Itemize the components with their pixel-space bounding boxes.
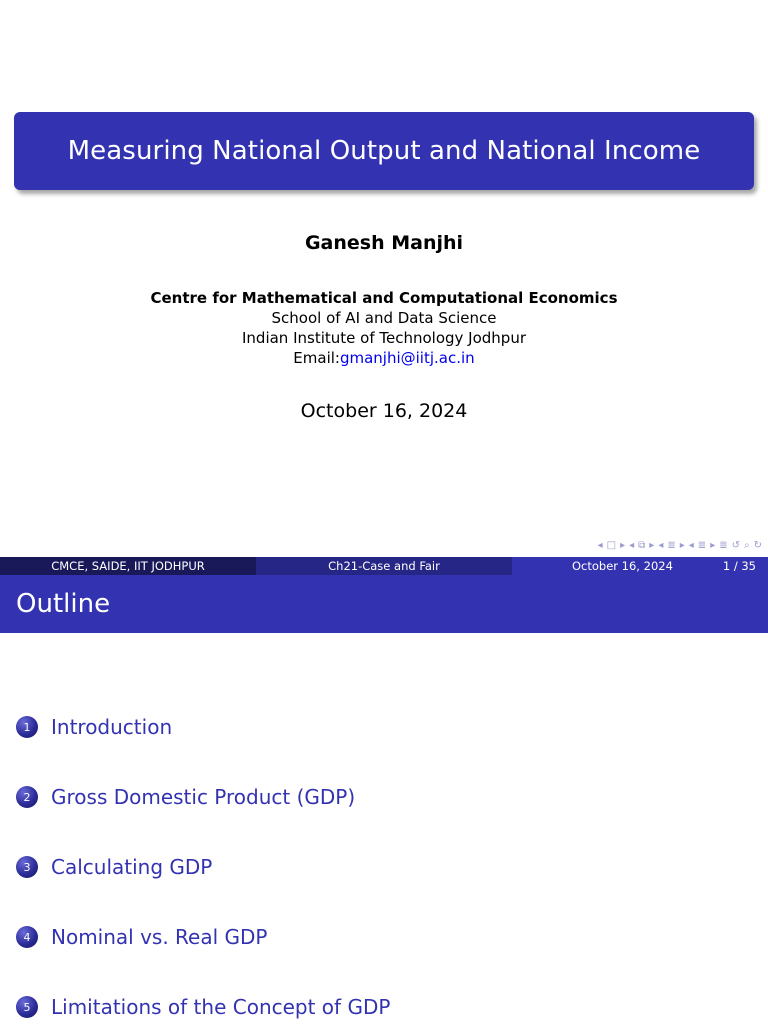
nav-next-icon[interactable]: ▸ (620, 539, 626, 551)
toc-item[interactable] (16, 995, 390, 1019)
frame-title-bar (0, 575, 768, 633)
nav-frame-icon[interactable]: □ (606, 539, 617, 551)
toc-item[interactable] (16, 715, 172, 739)
nav-prev-icon[interactable]: ◂ (597, 539, 603, 551)
footer-date: October 16, 2024 (572, 559, 673, 573)
footer-right (512, 557, 768, 575)
nav-appendix-icon[interactable]: ≣ (719, 539, 728, 551)
nav-document-icon[interactable]: ≣ (697, 539, 707, 551)
institute-name: Indian Institute of Technology Jodhpur (242, 329, 526, 347)
toc-number-ball: 3 (16, 856, 38, 878)
school-name: School of AI and Data Science (271, 309, 497, 327)
toc-item[interactable] (16, 855, 212, 879)
nav-prev-icon[interactable]: ◂ (688, 539, 694, 551)
toc-number-ball: 4 (16, 926, 38, 948)
slide-footer (0, 557, 768, 575)
nav-section-icon[interactable]: ≣ (667, 539, 676, 551)
presentation-title: Measuring National Output and National Income (67, 136, 701, 166)
toc-item[interactable] (16, 925, 267, 949)
toc-link-nominal-vs-real[interactable]: Nominal vs. Real GDP (51, 925, 268, 949)
author-name: Ganesh Manjhi (304, 232, 464, 254)
email-line (0, 348, 768, 368)
nav-next-icon[interactable]: ▸ (710, 539, 716, 551)
email-label: Email: (293, 349, 340, 367)
footer-course: Ch21-Case and Fair (256, 557, 512, 575)
toc-link-introduction[interactable]: Introduction (51, 715, 173, 739)
nav-forward-icon[interactable]: ↻ (753, 539, 762, 551)
nav-back-icon[interactable]: ↺ (731, 539, 740, 551)
toc-link-calculating-gdp[interactable]: Calculating GDP (51, 855, 213, 879)
beamer-navigation (598, 538, 762, 552)
nav-search-icon[interactable]: ⌕ (744, 539, 750, 551)
affiliation-block (0, 288, 768, 368)
toc-link-limitations[interactable]: Limitations of the Concept of GDP (51, 995, 391, 1019)
outline-slide (0, 575, 768, 1024)
nav-prev-icon[interactable]: ◂ (658, 539, 664, 551)
nav-prev-icon[interactable]: ◂ (629, 539, 635, 551)
toc-number-ball: 5 (16, 996, 38, 1018)
frame-title: Outline (16, 589, 111, 619)
toc-number-ball: 1 (16, 716, 38, 738)
centre-name: Centre for Mathematical and Computational Economics (150, 289, 618, 307)
email-link[interactable]: gmanjhi@iitj.ac.in (339, 349, 475, 367)
nav-next-icon[interactable]: ▸ (679, 539, 685, 551)
footer-institution: CMCE, SAIDE, IIT JODHPUR (0, 557, 256, 575)
toc-link-gdp[interactable]: Gross Domestic Product (GDP) (51, 785, 356, 809)
footer-page-number: 1 / 35 (722, 559, 756, 573)
toc-item[interactable] (16, 785, 355, 809)
toc-number-ball: 2 (16, 786, 38, 808)
presentation-date: October 16, 2024 (300, 400, 468, 422)
title-box (14, 112, 754, 190)
nav-subsection-icon[interactable]: ⧉ (638, 539, 646, 551)
nav-next-icon[interactable]: ▸ (649, 539, 655, 551)
